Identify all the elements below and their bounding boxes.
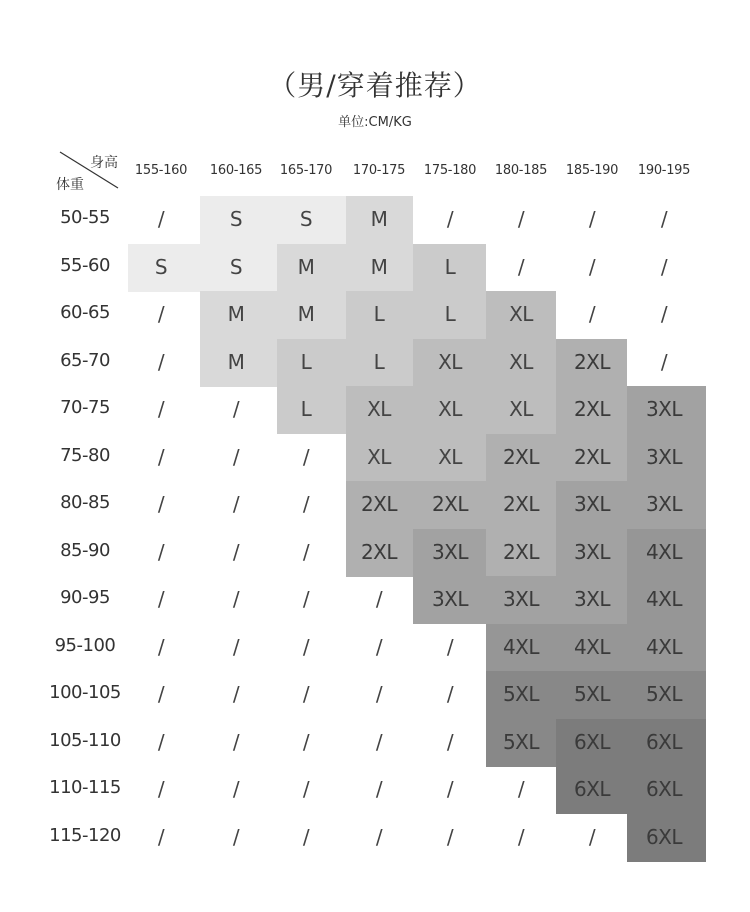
size-cell: L (373, 302, 385, 326)
not-applicable-cell: / (446, 824, 454, 849)
not-applicable-cell: / (157, 587, 165, 611)
size-cell: XL (438, 397, 462, 421)
size-cell: 4XL (645, 539, 683, 564)
row-weight-label: 80-85 (60, 492, 110, 513)
size-cell: 3XL (431, 539, 469, 564)
not-applicable-cell: / (588, 207, 596, 231)
row-weight-label: 75-80 (60, 444, 110, 466)
height-axis-label: 身高 (90, 155, 118, 171)
not-applicable-cell: / (157, 634, 165, 659)
column-header-180-185: 180-185 (494, 163, 548, 178)
not-applicable-cell: / (232, 397, 240, 421)
not-applicable-cell: / (157, 349, 165, 374)
size-cell: L (300, 397, 312, 421)
size-cell: S (154, 254, 168, 279)
size-cell: 4XL (573, 634, 611, 659)
size-cell: M (370, 254, 388, 279)
size-cell: 2XL (573, 444, 611, 469)
size-cell: L (444, 302, 456, 326)
row-weight-label: 60-65 (60, 302, 110, 323)
size-cell: 2XL (502, 492, 540, 516)
size-cell: L (373, 349, 385, 374)
not-applicable-cell: / (517, 207, 525, 231)
column-header-185-190: 185-190 (565, 163, 619, 178)
size-cell: 2XL (502, 444, 540, 469)
row-weight-label: 55-60 (60, 254, 110, 276)
table-corner-header (52, 148, 122, 192)
not-applicable-cell: / (232, 539, 240, 564)
size-cell: 6XL (645, 777, 683, 801)
page-title: （男/穿着推荐） (268, 69, 482, 102)
not-applicable-cell: / (302, 729, 310, 754)
not-applicable-cell: / (232, 444, 240, 469)
size-cell: M (370, 207, 388, 231)
not-applicable-cell: / (232, 492, 240, 516)
column-header-170-175: 170-175 (352, 163, 406, 178)
not-applicable-cell: / (517, 824, 525, 849)
size-cell: S (229, 207, 243, 231)
not-applicable-cell: / (446, 777, 454, 801)
size-cell: 3XL (645, 492, 683, 516)
size-cell: 3XL (431, 587, 469, 611)
not-applicable-cell: / (375, 682, 383, 706)
not-applicable-cell: / (375, 824, 383, 849)
not-applicable-cell: / (157, 207, 165, 231)
size-cell: XL (438, 349, 462, 374)
not-applicable-cell: / (446, 634, 454, 659)
not-applicable-cell: / (446, 207, 454, 231)
row-weight-label: 110-115 (49, 777, 121, 798)
not-applicable-cell: / (157, 302, 165, 326)
size-cell: 3XL (573, 492, 611, 516)
not-applicable-cell: / (446, 729, 454, 754)
size-cell: XL (438, 444, 462, 469)
column-header-155-160: 155-160 (134, 163, 188, 178)
not-applicable-cell: / (157, 397, 165, 421)
size-cell: 3XL (573, 587, 611, 611)
not-applicable-cell: / (660, 207, 668, 231)
size-cell: 5XL (573, 682, 611, 706)
not-applicable-cell: / (588, 302, 596, 326)
not-applicable-cell: / (375, 587, 383, 611)
not-applicable-cell: / (302, 824, 310, 849)
size-cell: 5XL (502, 729, 540, 754)
size-cell: 3XL (645, 444, 683, 469)
size-cell: 3XL (502, 587, 540, 611)
size-cell: 2XL (573, 349, 611, 374)
not-applicable-cell: / (302, 777, 310, 801)
size-cell: 6XL (645, 824, 683, 849)
not-applicable-cell: / (302, 492, 310, 516)
size-cell: 4XL (645, 587, 683, 611)
size-cell: 2XL (431, 492, 469, 516)
size-cell: 2XL (573, 397, 611, 421)
size-cell: 2XL (502, 539, 540, 564)
column-header-165-170: 165-170 (279, 163, 333, 178)
size-cell: 4XL (645, 634, 683, 659)
not-applicable-cell: / (157, 492, 165, 516)
size-cell: 3XL (573, 539, 611, 564)
size-cell: S (229, 254, 243, 279)
column-header-190-195: 190-195 (637, 163, 691, 178)
not-applicable-cell: / (232, 682, 240, 706)
weight-axis-label: 体重 (56, 177, 84, 193)
size-cell: XL (509, 302, 533, 326)
not-applicable-cell: / (232, 777, 240, 801)
row-weight-label: 65-70 (60, 349, 110, 371)
not-applicable-cell: / (302, 634, 310, 659)
size-cell: M (227, 349, 245, 374)
row-weight-label: 105-110 (49, 729, 121, 751)
column-header-160-165: 160-165 (209, 163, 263, 178)
size-cell: M (227, 302, 245, 326)
size-cell: S (299, 207, 313, 231)
not-applicable-cell: / (446, 682, 454, 706)
size-cell: M (297, 302, 315, 326)
not-applicable-cell: / (157, 539, 165, 564)
not-applicable-cell: / (157, 777, 165, 801)
row-weight-label: 50-55 (60, 207, 110, 228)
size-cell: 2XL (360, 539, 398, 564)
not-applicable-cell: / (302, 539, 310, 564)
size-cell: M (297, 254, 315, 279)
not-applicable-cell: / (588, 824, 596, 849)
not-applicable-cell: / (517, 254, 525, 279)
size-cell: XL (509, 397, 533, 421)
size-cell: 5XL (502, 682, 540, 706)
size-cell: 3XL (645, 397, 683, 421)
row-weight-label: 70-75 (60, 397, 110, 418)
not-applicable-cell: / (302, 444, 310, 469)
not-applicable-cell: / (660, 349, 668, 374)
size-cell: 2XL (360, 492, 398, 516)
size-cell: L (444, 254, 456, 279)
not-applicable-cell: / (232, 824, 240, 849)
unit-label: 单位:CM/KG (338, 115, 412, 130)
row-weight-label: 100-105 (49, 682, 121, 703)
not-applicable-cell: / (588, 254, 596, 279)
row-weight-label: 90-95 (60, 587, 110, 608)
not-applicable-cell: / (302, 682, 310, 706)
not-applicable-cell: / (302, 587, 310, 611)
not-applicable-cell: / (232, 587, 240, 611)
size-cell: 6XL (573, 729, 611, 754)
size-cell: XL (509, 349, 533, 374)
size-cell: L (300, 349, 312, 374)
column-header-175-180: 175-180 (423, 163, 477, 178)
not-applicable-cell: / (157, 444, 165, 469)
not-applicable-cell: / (157, 682, 165, 706)
row-weight-label: 95-100 (54, 634, 116, 656)
not-applicable-cell: / (157, 824, 165, 849)
not-applicable-cell: / (375, 729, 383, 754)
size-cell: XL (367, 444, 391, 469)
not-applicable-cell: / (375, 777, 383, 801)
size-cell: XL (367, 397, 391, 421)
not-applicable-cell: / (660, 302, 668, 326)
not-applicable-cell: / (157, 729, 165, 754)
size-cell: 4XL (502, 634, 540, 659)
not-applicable-cell: / (375, 634, 383, 659)
not-applicable-cell: / (232, 729, 240, 754)
size-cell: 5XL (645, 682, 683, 706)
size-cell: 6XL (645, 729, 683, 754)
row-weight-label: 85-90 (60, 539, 110, 561)
not-applicable-cell: / (517, 777, 525, 801)
not-applicable-cell: / (660, 254, 668, 279)
size-cell: 6XL (573, 777, 611, 801)
row-weight-label: 115-120 (49, 824, 121, 846)
not-applicable-cell: / (232, 634, 240, 659)
